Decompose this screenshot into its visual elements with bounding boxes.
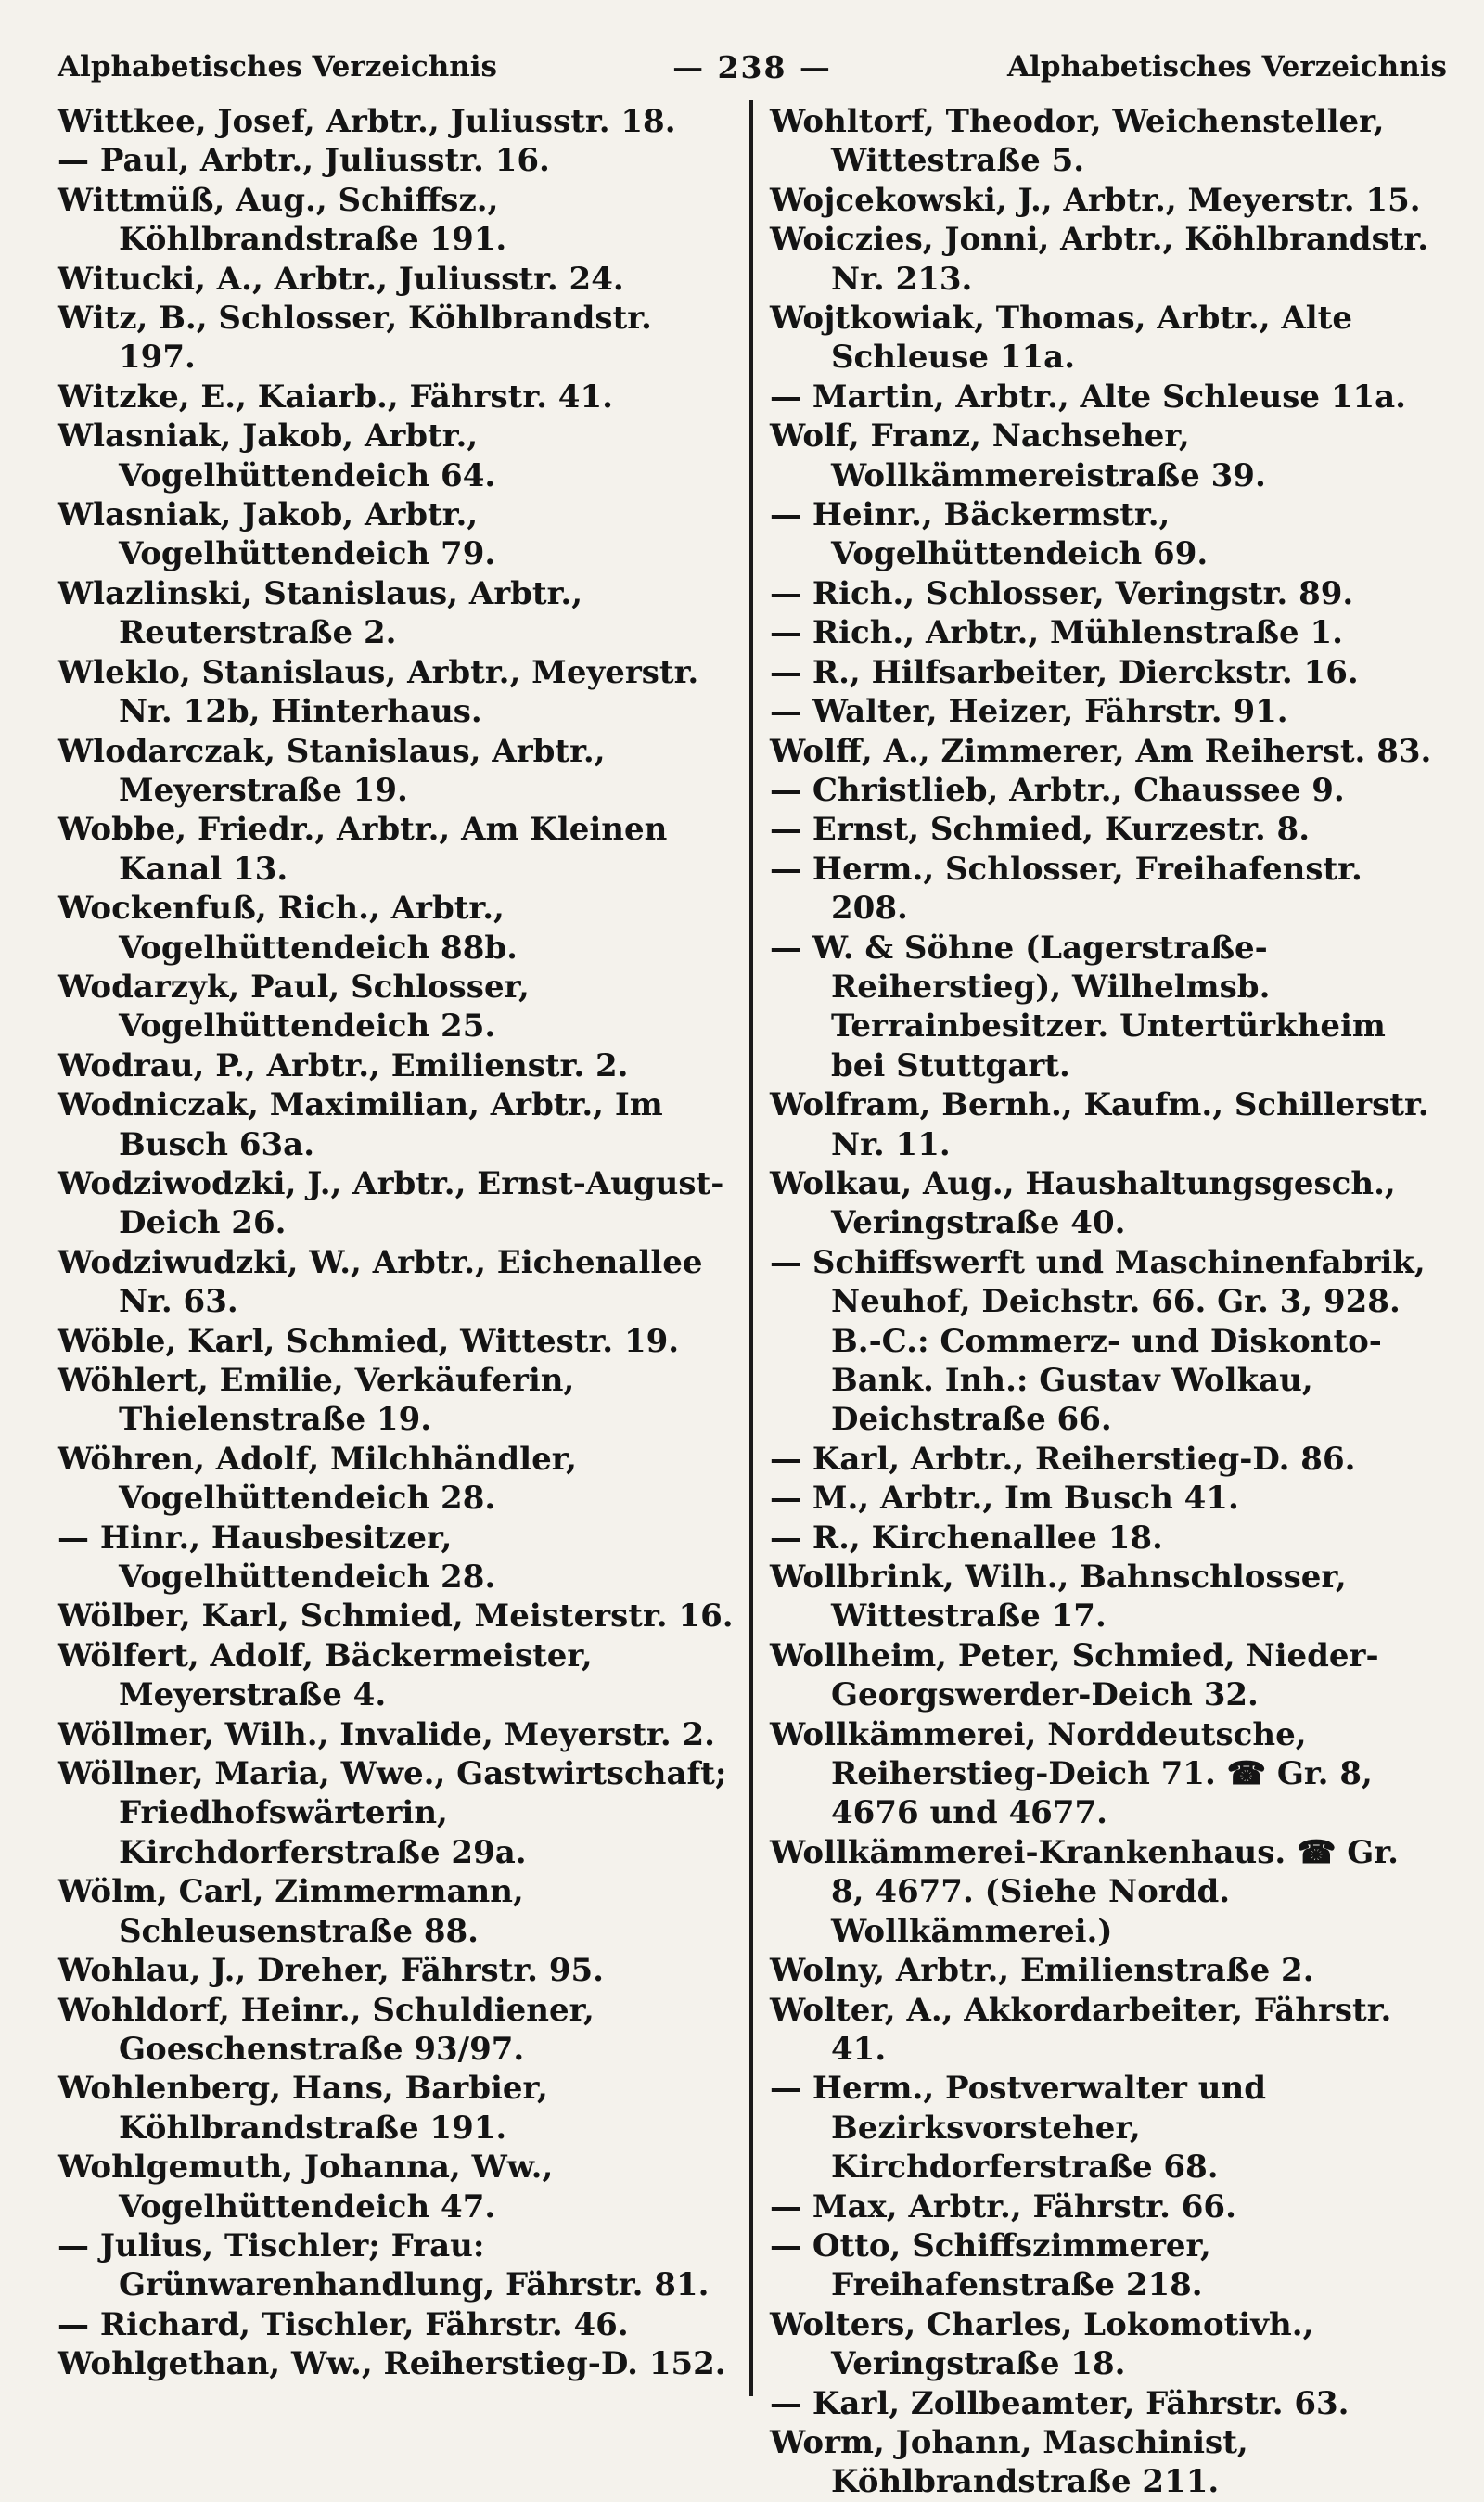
directory-entry: Wodziwodzki, J., Arbtr., Ernst-August-Deich 26. [58,1164,724,1242]
directory-entry: Wolfram, Bernh., Kaufm., Schillerstr. Nr. 11. [770,1086,1429,1163]
directory-entry: — Rich., Schlosser, Veringstr. 89. [770,574,1354,612]
directory-entry: Wölm, Carl, Zimmermann, Schleusenstraße 88. [58,1873,524,1950]
directory-entry: Wodziwudzki, W., Arbtr., Eichenallee Nr. 63. [58,1243,703,1321]
directory-entry: — Max, Arbtr., Fährstr. 66. [770,2188,1236,2226]
right-column [770,102,1433,2502]
directory-entry: Wölfert, Adolf, Bäckermeister, Meyerstraße 4. [58,1636,593,1714]
directory-entry: Worm, Johann, Maschinist, Köhlbrandstraße 211. [770,2423,1248,2501]
directory-entry: Wöllmer, Wilh., Invalide, Meyerstr. 2. [58,1715,715,1753]
directory-entry: — Heinr., Bäckermstr., Vogelhüttendeich 69. [770,496,1209,573]
directory-entry: Wobbe, Friedr., Arbtr., Am Kleinen Kanal 13. [58,811,668,888]
directory-entry: Wöllner, Maria, Wwe., Gastwirtschaft; Friedhofswärterin, Kirchdorferstraße 29a. [58,1755,727,1871]
directory-entry: — R., Hilfsarbeiter, Dierckstr. 16. [770,653,1359,691]
directory-entry: — Martin, Arbtr., Alte Schleuse 11a. [770,378,1407,416]
directory-entry: Wleklo, Stanislaus, Arbtr., Meyerstr. Nr. 12b, Hinterhaus. [58,653,699,731]
directory-entry: — Hinr., Hausbesitzer, Vogelhüttendeich 28. [58,1519,496,1597]
directory-entry: Wolters, Charles, Lokomotivh., Veringstraße 18. [770,2305,1314,2383]
directory-entry: Wollheim, Peter, Schmied, Nieder-Georgswerder-Deich 32. [770,1636,1379,1714]
directory-entry: Wohltorf, Theodor, Weichensteller, Wittestraße 5. [770,103,1385,180]
running-head-right: Alphabetisches Verzeichnis [1006,50,1447,83]
directory-entry: Wolff, A., Zimmerer, Am Reiherst. 83. [770,732,1432,770]
directory-entry: — Karl, Arbtr., Reiherstieg-D. 86. [770,1440,1356,1478]
directory-entry: Wolkau, Aug., Haushaltungsgesch., Veringstraße 40. [770,1164,1396,1242]
directory-entry: Wohlgemuth, Johanna, Ww., Vogelhüttendeich 47. [58,2149,554,2226]
directory-entry: Wollkämmerei, Norddeutsche, Reiherstieg-Deich 71. ☎ Gr. 8, 4676 und 4677. [770,1715,1373,1832]
directory-entry: Wodarzyk, Paul, Schlosser, Vogelhüttendeich 25. [58,968,530,1046]
directory-entry: — R., Kirchenallee 18. [770,1519,1163,1557]
directory-entry: Wlasniak, Jakob, Arbtr., Vogelhüttendeich 64. [58,417,496,494]
directory-entry: — W. & Söhne (Lagerstraße-Reiherstieg), Wilhelmsb. Terrainbesitzer. Untertürkheim bei Stuttgart. [770,929,1386,1084]
directory-entry: Witz, B., Schlosser, Köhlbrandstr. 197. [58,300,652,377]
directory-entry: Wodniczak, Maximilian, Arbtr., Im Busch 63a. [58,1086,663,1163]
directory-entry: Wollkämmerei-Krankenhaus. ☎ Gr. 8, 4677. (Siehe Nordd. Wollkämmerei.) [770,1833,1399,1950]
directory-entry: — M., Arbtr., Im Busch 41. [770,1480,1239,1518]
directory-entry: — Herm., Schlosser, Freihafenstr. 208. [770,850,1362,928]
running-head-left: Alphabetisches Verzeichnis [58,50,498,83]
directory-entry: Wolf, Franz, Nachseher, Wollkämmereistraße 39. [770,417,1266,494]
directory-entry: Wolter, A., Akkordarbeiter, Fährstr. 41. [770,1991,1392,2068]
directory-entry: — Julius, Tischler; Frau: Grünwarenhandlung, Fährstr. 81. [58,2226,710,2304]
page-header [58,37,1447,96]
directory-entry: Wollbrink, Wilh., Bahnschlosser, Wittestraße 17. [770,1559,1347,1636]
directory-entry: Wlazlinski, Stanislaus, Arbtr., Reuterstraße 2. [58,574,583,652]
directory-entry: — Ernst, Schmied, Kurzestr. 8. [770,811,1311,849]
directory-entry: Wohldorf, Heinr., Schuldiener, Goeschenstraße 93/97. [58,1991,595,2068]
directory-entry: Wittkee, Josef, Arbtr., Juliusstr. 18. [58,103,676,140]
directory-entry: — Otto, Schiffszimmerer, Freihafenstraße 218. [770,2226,1211,2304]
directory-entry: Wohlgethan, Ww., Reiherstieg-D. 152. [58,2345,726,2383]
directory-entry: Wojcekowski, J., Arbtr., Meyerstr. 15. [770,181,1421,219]
left-column [58,102,735,2384]
page-number: — 238 — [672,48,832,85]
directory-entry: Wolny, Arbtr., Emilienstraße 2. [770,1952,1314,1990]
directory-entry: Wohlau, J., Dreher, Fährstr. 95. [58,1952,605,1990]
directory-entry: Wlasniak, Jakob, Arbtr., Vogelhüttendeich 79. [58,496,496,573]
directory-entry: — Herm., Postverwalter und Bezirksvorsteher, Kirchdorferstraße 68. [770,2070,1266,2187]
directory-entry: — Richard, Tischler, Fährstr. 46. [58,2305,629,2343]
directory-entry: Wöble, Karl, Schmied, Wittestr. 19. [58,1322,680,1360]
directory-entry: Wlodarczak, Stanislaus, Arbtr., Meyerstraße 19. [58,732,606,809]
directory-entry: Wöhlert, Emilie, Verkäuferin, Thielenstraße 19. [58,1362,575,1439]
directory-entry: Wittmüß, Aug., Schiffsz., Köhlbrandstraße 191. [58,181,507,259]
directory-entry: Wockenfuß, Rich., Arbtr., Vogelhüttendeich 88b. [58,890,518,967]
directory-entry: Wöhren, Adolf, Milchhändler, Vogelhüttendeich 28. [58,1440,578,1518]
directory-entry: — Schiffswerft und Maschinenfabrik, Neuhof, Deichstr. 66. Gr. 3, 928. B.-C.: Commerz- und Diskonto-Bank. Inh.: Gustav Wolkau, Deichstraße 66. [770,1243,1426,1439]
directory-entry: — Christlieb, Arbtr., Chaussee 9. [770,771,1345,809]
column-divider [749,100,753,2396]
directory-entry: Wodrau, P., Arbtr., Emilienstr. 2. [58,1046,629,1084]
directory-entry: Woiczies, Jonni, Arbtr., Köhlbrandstr. Nr. 213. [770,221,1429,298]
directory-entry: — Karl, Zollbeamter, Fährstr. 63. [770,2384,1350,2422]
directory-entry: Witucki, A., Arbtr., Juliusstr. 24. [58,260,624,298]
directory-entry: — Rich., Arbtr., Mühlenstraße 1. [770,614,1343,652]
directory-entry: Wohlenberg, Hans, Barbier, Köhlbrandstraße 191. [58,2070,548,2147]
directory-entry: Wölber, Karl, Schmied, Meisterstr. 16. [58,1597,734,1636]
directory-entry: Witzke, E., Kaiarb., Fährstr. 41. [58,378,613,416]
directory-entry: Wojtkowiak, Thomas, Arbtr., Alte Schleuse 11a. [770,300,1353,377]
directory-entry: — Walter, Heizer, Fährstr. 91. [770,693,1288,731]
directory-entry: — Paul, Arbtr., Juliusstr. 16. [58,142,550,180]
